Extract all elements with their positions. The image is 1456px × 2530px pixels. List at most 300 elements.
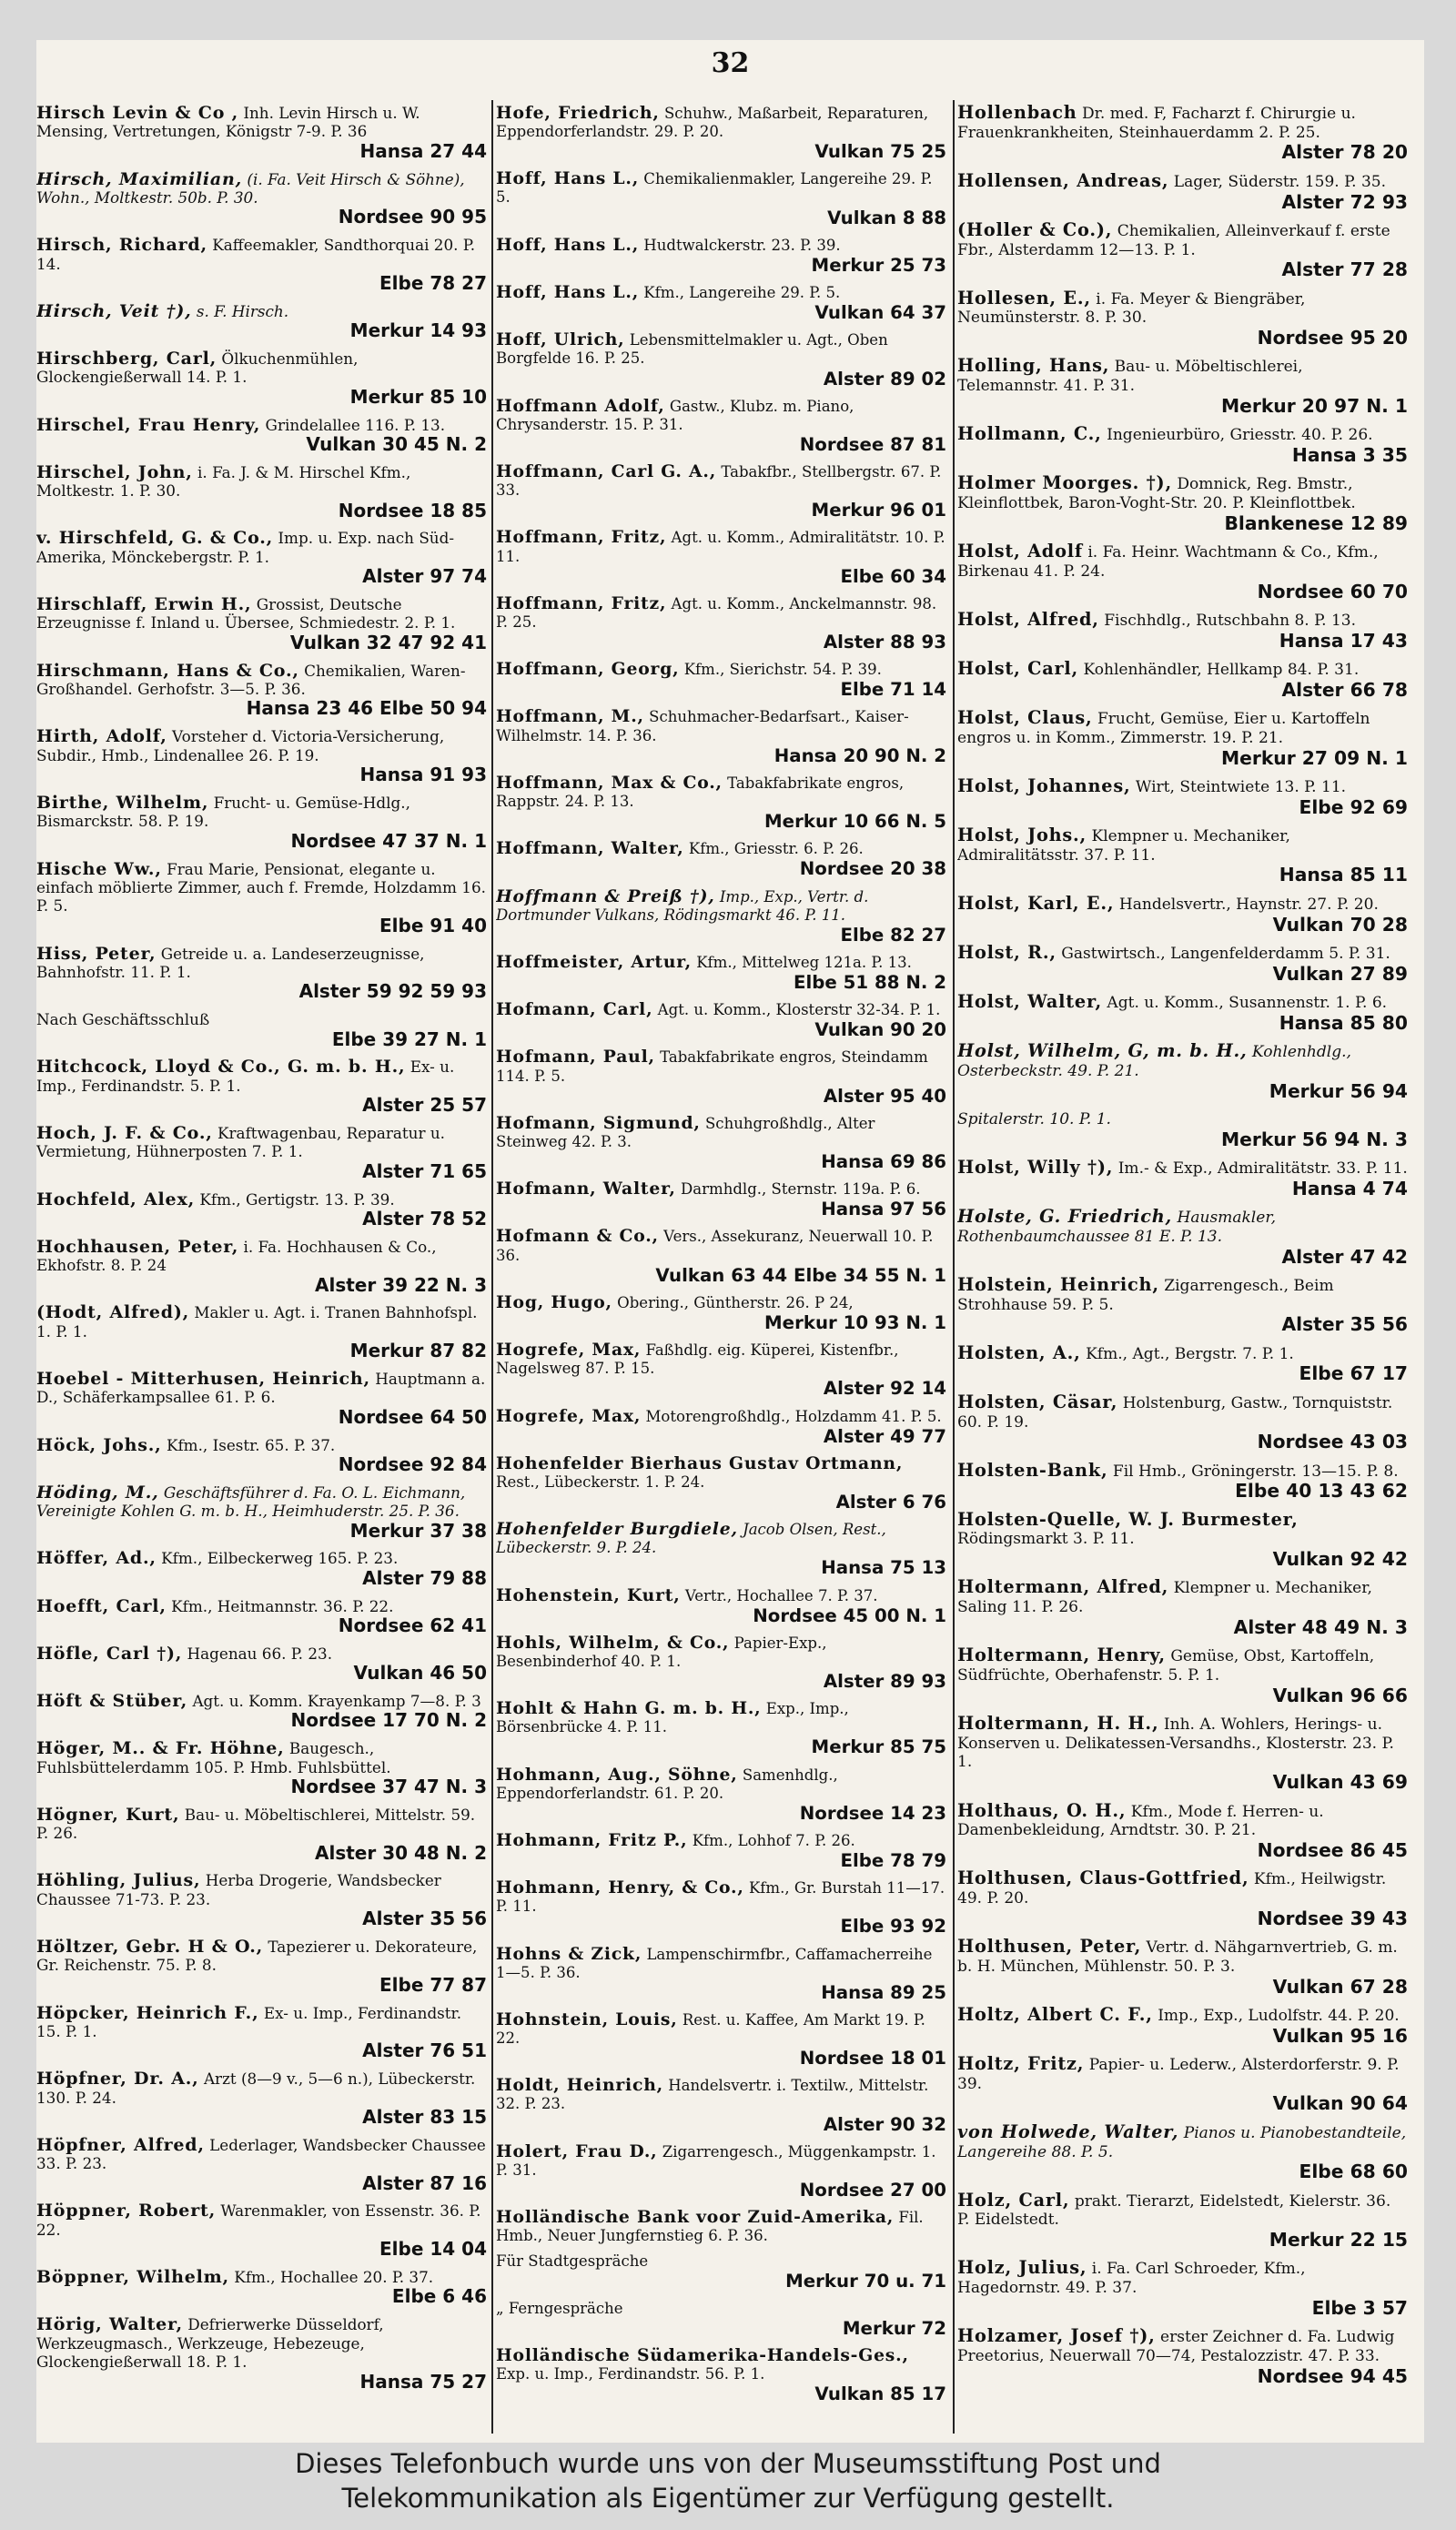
- entry-details: Kfm., Gertigstr. 13. P. 39.: [199, 1189, 395, 1209]
- entry-details: i. Fa. Carl Schroeder, Kfm., Hagedornstr. 49. P. 37.: [957, 2260, 1306, 2298]
- directory-entry: [36, 104, 487, 162]
- entry-name: Hirschel, Frau Henry,: [36, 414, 261, 435]
- entry-phone: Merkur 72: [842, 2317, 946, 2339]
- entry-phone: Vulkan 64 37: [814, 302, 946, 324]
- entry-name: Hirschlaff, Erwin H.,: [36, 594, 252, 615]
- entry-details: Fischhdlg., Rutschbahn 8. P. 13.: [1104, 611, 1357, 630]
- entry-name: Holz, Julius,: [957, 2257, 1087, 2279]
- entry-details: Getreide u. a. Landeserzeugnisse, Bahnhofstr. 11. P. 1.: [36, 944, 425, 981]
- entry-name: Hofmann, Walter,: [496, 1179, 676, 1199]
- entry-name: Hirsch Levin & Co ,: [36, 104, 239, 123]
- directory-entry: [957, 169, 1408, 213]
- entry-details: Warenmakler, von Essenstr. 36. P. 22.: [36, 2201, 481, 2239]
- entry-name: Höpcker, Heinrich F.,: [36, 2002, 259, 2023]
- entry-name: Holmer Moorges. †),: [957, 472, 1172, 494]
- directory-entry: [957, 608, 1408, 652]
- entry-details: Tabakfabrikate engros, Rappstr. 24. P. 13.: [496, 774, 905, 810]
- entry-phone: Hansa 75 13: [821, 1557, 946, 1579]
- directory-entry: [36, 1303, 487, 1361]
- entry-name: Holst, Walter,: [957, 991, 1102, 1013]
- entry-details: Vorsteher d. Victoria-Versicherung, Subdir., Hmb., Lindenallee 26. P. 19.: [36, 727, 445, 764]
- entry-details: Vers., Assekuranz, Neuerwall 10. P. 36.: [496, 1228, 934, 1264]
- entry-name: Holdt, Heinrich,: [496, 2075, 663, 2096]
- directory-entry: [957, 1715, 1408, 1794]
- entry-details: Agt. u. Komm., Anckelmannstr. 98. P. 25.: [496, 594, 937, 631]
- entry-name: Hofmann, Paul,: [496, 1047, 655, 1068]
- entry-name: Böppner, Wilhelm,: [36, 2267, 229, 2288]
- entry-name: Hoch, J. F. & Co.,: [36, 1122, 213, 1143]
- directory-entry: [496, 1766, 946, 1824]
- directory-entry: [496, 236, 946, 276]
- entry-phone: Merkur 56 94 N. 3: [1220, 1128, 1408, 1150]
- directory-entry: [496, 1047, 946, 1106]
- entry-name: Holste, G. Friedrich,: [957, 1206, 1173, 1228]
- entry-name: Hirsch, Maximilian,: [36, 168, 243, 189]
- entry-name: Hirsch, Veit †),: [36, 300, 192, 321]
- entry-phone: Alster 39 22 N. 3: [315, 1273, 487, 1296]
- directory-entry: [36, 1597, 487, 1637]
- entry-details: Kfm., Heilwigstr. 49. P. 20.: [957, 1870, 1387, 1908]
- directory-entry: [496, 283, 946, 323]
- entry-name: Hiss, Peter,: [36, 943, 157, 964]
- entry-name: Hirschmann, Hans & Co.,: [36, 660, 299, 681]
- entry-name: Hohenfelder Bierhaus Gustav Ortmann,: [496, 1452, 904, 1473]
- entry-details: Chemikalien, Alleinverkauf f. erste Fbr., Alsterdamm 12—13. P. 1.: [957, 221, 1390, 259]
- directory-entry: [36, 1190, 487, 1230]
- entry-details: Für Stadtgespräche: [496, 2252, 649, 2271]
- entry-phone: Alster 66 78: [1281, 678, 1408, 701]
- entry-details: Agt. u. Komm. Krayenkamp 7—8. P. 3: [192, 1692, 481, 1710]
- entry-phone: Elbe 6 46: [391, 2285, 487, 2308]
- entry-name: Hohmann, Aug., Söhne,: [496, 1764, 738, 1785]
- entry-details: Holstenburg, Gastw., Tornquiststr. 60. P. 19.: [957, 1393, 1393, 1432]
- entry-name: Hollmann, C.,: [957, 423, 1102, 445]
- entry-name: Hohns & Zick,: [496, 1943, 642, 1964]
- entry-name: Höffer, Ad.,: [36, 1548, 157, 1569]
- entry-details: Imp., Exp., Vertr. d. Dortmunder Vulkans, Rödingsmarkt 46. P. 11.: [496, 887, 869, 924]
- directory-entry: [496, 169, 946, 228]
- entry-phone: Elbe 93 92: [840, 1916, 946, 1938]
- entry-name: Hoffmann Adolf,: [496, 395, 665, 416]
- directory-entry: [957, 774, 1408, 818]
- entry-phone: Elbe 82 27: [840, 924, 946, 946]
- page-number: 32: [711, 47, 750, 79]
- entry-name: Holst, Adolf: [957, 541, 1083, 562]
- entry-phone: Elbe 39 27 N. 1: [331, 1027, 487, 1050]
- entry-phone: Merkur 85 75: [811, 1736, 946, 1758]
- directory-entry: [957, 2003, 1408, 2047]
- entry-name: Hofmann, Carl,: [496, 999, 653, 1020]
- directory-entry: [496, 2208, 946, 2245]
- entry-phone: Hansa 69 86: [821, 1151, 946, 1172]
- entry-name: Höpfner, Dr. A.,: [36, 2069, 199, 2090]
- entry-phone: Alster 71 65: [362, 1159, 487, 1182]
- entry-phone: Nordsee 37 47 N. 3: [290, 1776, 487, 1798]
- directory-entry: [36, 1938, 487, 1996]
- entry-phone: Nordsee 95 20: [1257, 327, 1408, 349]
- entry-details: Papier-Exp., Besenbinderhof 40. P. 1.: [496, 1634, 827, 1670]
- entry-phone: Nordsee 87 81: [799, 433, 946, 455]
- directory-entry: [496, 774, 946, 832]
- entry-phone: Nordsee 18 01: [799, 2048, 946, 2070]
- entry-name: Hohmann, Fritz P.,: [496, 1829, 688, 1850]
- entry-details: Schuhmacher-Bedarfsart., Kaiser-Wilhelmstr. 14. P. 36.: [496, 708, 909, 744]
- entry-phone: Vulkan 63 44 Elbe 34 55 N. 1: [655, 1264, 946, 1286]
- entry-name: Holst, Karl, E.,: [957, 892, 1115, 914]
- entry-name: Hitchcock, Lloyd & Co., G. m. b. H.,: [36, 1057, 406, 1078]
- entry-phone: Vulkan 95 16: [1272, 2024, 1408, 2047]
- entry-details: Kfm., Eilbeckerweg 165. P. 23.: [161, 1549, 399, 1568]
- entry-name: Holling, Hans,: [957, 355, 1110, 377]
- entry-name: Holtz, Albert C. F.,: [957, 2003, 1153, 2025]
- entry-phone: Hansa 85 11: [1279, 864, 1408, 886]
- entry-name: Holsten-Bank,: [957, 1459, 1108, 1481]
- directory-entry: [957, 425, 1408, 466]
- entry-name: Holländische Südamerika-Handels-Ges.,: [496, 2344, 909, 2365]
- entry-details: s. F. Hirsch.: [196, 301, 289, 320]
- entry-name: Hoffmeister, Artur,: [496, 951, 692, 972]
- entry-phone: Vulkan 30 45 N. 2: [306, 433, 487, 456]
- entry-details: Agt. u. Komm., Susannenstr. 1. P. 6.: [1107, 994, 1388, 1013]
- entry-details: Baugesch., Fuhlsbüttelerdamm 105. P. Hmb. Fuhlsbüttel.: [36, 1739, 391, 1776]
- directory-entry: [36, 416, 487, 456]
- entry-details: Motorengroßhdlg., Holzdamm 41. P. 5.: [645, 1407, 942, 1425]
- entry-name: Höpfner, Alfred,: [36, 2134, 205, 2155]
- entry-details: i. Fa. J. & M. Hirschel Kfm., Moltkestr. 1. P. 30.: [36, 462, 411, 501]
- entry-name: Hog, Hugo,: [496, 1291, 612, 1312]
- entry-name: Hoffmann, Carl G. A.,: [496, 461, 717, 482]
- directory-entry: [957, 474, 1408, 534]
- entry-details: Imp. u. Exp. nach Süd-Amerika, Mönckebergstr. P. 1.: [36, 529, 455, 566]
- entry-name: Hirsch, Richard,: [36, 235, 207, 256]
- entry-phone: Nordsee 45 00 N. 1: [753, 1604, 946, 1626]
- entry-phone: Alster 95 40: [823, 1085, 946, 1107]
- directory-entry: [496, 707, 946, 765]
- entry-name: Hochhausen, Peter,: [36, 1236, 239, 1257]
- entry-name: Hohnstein, Louis,: [496, 2009, 678, 2029]
- entry-phone: Alster 6 76: [835, 1491, 946, 1513]
- entry-name: Hörig, Walter,: [36, 2314, 183, 2335]
- entry-details: Pianos u. Pianobestandteile, Langereihe 88. P. 5.: [957, 2123, 1407, 2161]
- entry-name: Holst, Alfred,: [957, 608, 1099, 630]
- entry-details: Kraftwagenbau, Reparatur u. Vermietung, Hühnerposten 7. P. 1.: [36, 1123, 445, 1161]
- phonebook-page: [36, 40, 1424, 2443]
- entry-name: Hoffmann, Fritz,: [496, 527, 667, 548]
- directory-entry: [36, 349, 487, 408]
- directory-entry: [36, 727, 487, 785]
- entry-details: Gastw., Klubz. m. Piano, Chrysanderstr. 15. P. 31.: [496, 397, 854, 433]
- entry-details: Kfm., Heitmannstr. 36. P. 22.: [171, 1596, 394, 1615]
- entry-name: Holst, Johs.,: [957, 825, 1087, 846]
- entry-details: Kfm., Gr. Burstah 11—17. P. 11.: [496, 1879, 945, 1916]
- entry-phone: Hansa 17 43: [1279, 629, 1408, 652]
- directory-entry: [496, 1000, 946, 1040]
- entry-details: Kfm., Langereihe 29. P. 5.: [643, 284, 841, 302]
- entry-details: Kohlenhändler, Hellkamp 84. P. 31.: [1083, 661, 1360, 680]
- entry-details: Geschäftsführer d. Fa. O. L. Eichmann, Vereinigte Kohlen G. m. b. H., Heimhuderstr. 25. P. 36.: [36, 1483, 466, 1521]
- entry-details: Ingenieurbüro, Griesstr. 40. P. 26.: [1107, 426, 1373, 445]
- entry-details: Exp., Imp., Börsenbrücke 4. P. 11.: [496, 1700, 849, 1736]
- entry-name: Höhling, Julius,: [36, 1870, 201, 1891]
- entry-phone: Nordsee 90 95: [338, 206, 487, 228]
- entry-phone: Alster 35 56: [1281, 1313, 1408, 1336]
- entry-phone: Elbe 77 87: [379, 1973, 487, 1996]
- directory-entry: [496, 1586, 946, 1626]
- entry-details: Handelsvertr. i. Textilw., Mittelstr. 32. P. 23.: [496, 2077, 929, 2113]
- directory-entry: [36, 463, 487, 521]
- directory-entry: [36, 236, 487, 294]
- directory-entry: [496, 1114, 946, 1172]
- directory-entry: [496, 1407, 946, 1447]
- directory-entry: [36, 1549, 487, 1589]
- entry-details: Agt. u. Komm., Klosterstr 32-34. P. 1.: [657, 1001, 941, 1019]
- entry-details: Faßhdlg. eig. Küperei, Kistenfbr., Nagelsweg 87. P. 15.: [496, 1341, 899, 1378]
- entry-details: Kfm., Sierichstr. 54. P. 39.: [683, 661, 882, 679]
- column-3: [957, 104, 1408, 2434]
- entry-phone: Vulkan 8 88: [827, 207, 946, 228]
- entry-name: Holtermann, Henry,: [957, 1644, 1166, 1666]
- directory-entry: [36, 2268, 487, 2308]
- directory-entry: [957, 709, 1408, 769]
- entry-details: Klempner u. Mechaniker, Saling 11. P. 26.: [957, 1579, 1372, 1617]
- entry-details: Ölkuchenmühlen, Glockengießerwall 14. P. 1.: [36, 349, 359, 387]
- entry-name: Hoffmann, M.,: [496, 706, 644, 727]
- entry-name: Hoffmann, Walter,: [496, 838, 684, 859]
- entry-name: Holst, R.,: [957, 941, 1057, 963]
- directory-entry: [496, 1634, 946, 1692]
- entry-details: „ Ferngespräche: [496, 2299, 623, 2317]
- entry-phone: Merkur 10 93 N. 1: [764, 1311, 946, 1333]
- entry-phone: Nordsee 17 70 N. 2: [290, 1709, 487, 1732]
- entry-details: Fil Hmb., Gröningerstr. 13—15. P. 8.: [1112, 1462, 1399, 1481]
- entry-phone: Elbe 91 40: [379, 914, 487, 936]
- directory-entry: [496, 1945, 946, 2003]
- entry-name: Holstein, Heinrich,: [957, 1273, 1159, 1295]
- directory-entry: [496, 1227, 946, 1285]
- entry-details: erster Zeichner d. Fa. Ludwig Preetorius, Neuerwall 70—74, Pestalozzistr. 47. P. 33.: [957, 2328, 1395, 2365]
- entry-phone: Elbe 92 69: [1299, 795, 1408, 818]
- directory-entry: [957, 892, 1408, 936]
- entry-name: Hoffmann, Fritz,: [496, 592, 667, 613]
- directory-entry: [36, 794, 487, 852]
- entry-phone: Elbe 78 27: [379, 272, 487, 295]
- column-divider-2: [953, 100, 955, 2434]
- entry-phone: Vulkan 43 69: [1272, 1771, 1408, 1794]
- entry-details: Ex- u. Imp., Ferdinandstr. 5. P. 1.: [36, 1058, 455, 1095]
- entry-name: (Hodt, Alfred),: [36, 1302, 190, 1323]
- entry-details: Rest., Lübeckerstr. 1. P. 24.: [496, 1472, 705, 1491]
- directory-entry: [36, 1806, 487, 1864]
- entry-name: Hirth, Adolf,: [36, 726, 167, 747]
- entry-phone: Nordsee 92 84: [338, 1452, 487, 1475]
- entry-phone: Nordsee 14 23: [799, 1802, 946, 1824]
- entry-name: Hoffmann & Preiß †),: [496, 886, 715, 906]
- entry-details: Inh. Levin Hirsch u. W. Mensing, Vertretungen, Königstr 7-9. P. 36: [36, 104, 420, 141]
- entry-name: Holtz, Fritz,: [957, 2053, 1085, 2075]
- entry-details: Chemikalien, Waren-Großhandel. Gerhofstr. 3—5. P. 36.: [36, 661, 466, 699]
- column-divider-1: [491, 100, 493, 2434]
- directory-entry: [957, 357, 1408, 417]
- entry-phone: Hansa 4 74: [1291, 1177, 1408, 1199]
- directory-entry: [496, 2252, 946, 2292]
- directory-entry: [496, 1293, 946, 1333]
- directory-entry: [957, 1042, 1408, 1102]
- directory-entry: [36, 1739, 487, 1797]
- directory-entry: [36, 945, 487, 1003]
- entry-details: Zigarrengesch., Müggenkampstr. 1. P. 31.: [496, 2142, 936, 2179]
- directory-entry: [957, 1938, 1408, 1998]
- entry-name: Holthusen, Peter,: [957, 1936, 1142, 1958]
- entry-details: Wirt, Steintwiete 13. P. 11.: [1135, 777, 1347, 796]
- entry-phone: Vulkan 96 66: [1272, 1684, 1408, 1706]
- directory-entry: [496, 953, 946, 993]
- entry-phone: Vulkan 85 17: [814, 2383, 946, 2405]
- entry-phone: Nordsee 20 38: [799, 858, 946, 880]
- entry-details: Makler u. Agt. i. Tranen Bahnhofspl. 1. P. 1.: [36, 1303, 478, 1341]
- entry-name: Holthusen, Claus-Gottfried,: [957, 1867, 1249, 1889]
- entry-phone: Elbe 51 88 N. 2: [793, 971, 946, 993]
- entry-details: Kaffeemakler, Sandthorquai 20. P. 14.: [36, 236, 476, 273]
- entry-phone: Nordsee 43 03: [1257, 1431, 1408, 1453]
- entry-phone: Hansa 27 44: [359, 139, 487, 162]
- entry-details: Zigarrengesch., Beim Strohhause 59. P. 5.: [957, 1276, 1334, 1314]
- entry-name: Birthe, Wilhelm,: [36, 792, 209, 813]
- directory-entry: [36, 170, 487, 228]
- directory-entry: [957, 1341, 1408, 1385]
- footer-note: [0, 2446, 1456, 2515]
- entry-phone: Alster 90 32: [823, 2113, 946, 2135]
- directory-entry: [36, 1483, 487, 1542]
- directory-entry: [36, 595, 487, 653]
- directory-entry: [957, 1208, 1408, 1268]
- entry-phone: Vulkan 90 64: [1272, 2092, 1408, 2115]
- entry-phone: Hansa 23 46 Elbe 50 94: [246, 697, 487, 720]
- entry-details: Imp., Exp., Ludolfstr. 44. P. 20.: [1158, 2006, 1400, 2025]
- directory-entry: [36, 1644, 487, 1685]
- directory-entry: [36, 1692, 487, 1732]
- entry-details: Darmhdlg., Sternstr. 119a. P. 6.: [681, 1180, 921, 1199]
- entry-details: Kfm., Griesstr. 6. P. 26.: [688, 840, 864, 858]
- entry-phone: Merkur 87 82: [349, 1340, 487, 1362]
- entry-phone: Nordsee 94 45: [1257, 2364, 1408, 2387]
- directory-entry: [957, 289, 1408, 349]
- entry-name: Hoff, Ulrich,: [496, 329, 625, 350]
- entry-phone: Alster 79 88: [362, 1566, 487, 1589]
- entry-details: Nach Geschäftsschluß: [36, 1010, 210, 1029]
- entry-name: Höfle, Carl †),: [36, 1643, 183, 1664]
- entry-details: Kfm., Mode f. Herren- u. Damenbekleidung, Arndtstr. 30. P. 21.: [957, 1802, 1324, 1840]
- directory-entry: [957, 941, 1408, 985]
- entry-name: Höft & Stüber,: [36, 1691, 188, 1711]
- column-2: [496, 104, 946, 2434]
- entry-name: Holst, Carl,: [957, 658, 1079, 680]
- entry-phone: Alster 88 93: [823, 632, 946, 653]
- entry-details: Hausmakler, Rothenbaumchaussee 81 E. P. 13.: [957, 1209, 1277, 1246]
- directory-entry: [496, 1831, 946, 1871]
- entry-phone: Merkur 22 15: [1269, 2229, 1408, 2252]
- directory-entry: [496, 1179, 946, 1219]
- entry-details: Frau Marie, Pensionat, elegante u. einfach möblierte Zimmer, auch f. Fremde, Holzdamm 16. P. 5.: [36, 859, 486, 916]
- entry-details: Frucht, Gemüse, Eier u. Kartoffeln engros u. in Komm., Zimmerstr. 19. P. 21.: [957, 710, 1370, 747]
- entry-phone: Hansa 89 25: [821, 1981, 946, 2003]
- entry-details: Rest. u. Kaffee, Am Markt 19. P. 22.: [496, 2010, 925, 2048]
- entry-phone: Elbe 60 34: [840, 565, 946, 587]
- entry-name: Hirschel, John,: [36, 461, 193, 482]
- column-1: [36, 104, 487, 2434]
- directory-entry: [36, 302, 487, 342]
- directory-entry: [36, 529, 487, 587]
- entry-details: Kfm., Hochallee 20. P. 37.: [234, 2268, 434, 2287]
- directory-entry: [957, 1393, 1408, 1453]
- entry-name: Hoebel - Mitterhusen, Heinrich,: [36, 1368, 370, 1389]
- entry-phone: Elbe 78 79: [840, 1850, 946, 1872]
- entry-details: Frucht- u. Gemüse-Hdlg., Bismarckstr. 58. P. 19.: [36, 793, 410, 831]
- entry-name: Holz, Carl,: [957, 2189, 1070, 2211]
- entry-details: Kohlenhdlg., Osterbeckstr. 49. P. 21.: [957, 1043, 1351, 1080]
- entry-phone: Vulkan 32 47 92 41: [289, 631, 487, 653]
- entry-name: Hogrefe, Max,: [496, 1405, 642, 1426]
- entry-phone: Vulkan 46 50: [353, 1662, 487, 1685]
- entry-phone: Alster 77 28: [1281, 258, 1408, 281]
- entry-details: Hagenau 66. P. 23.: [187, 1644, 333, 1663]
- directory-entry: [957, 993, 1408, 1034]
- entry-details: Exp. u. Imp., Ferdinandstr. 56. P. 1.: [496, 2365, 765, 2383]
- directory-entry: [496, 1878, 946, 1937]
- directory-entry: [957, 2191, 1408, 2252]
- entry-details: Kfm., Isestr. 65. P. 37.: [166, 1435, 336, 1454]
- entry-details: Obering., Güntherstr. 26. P 24,: [617, 1293, 854, 1311]
- entry-name: Hohlt & Hahn G. m. b. H.,: [496, 1698, 762, 1719]
- directory-entry: [496, 2010, 946, 2069]
- directory-entry: [36, 1370, 487, 1428]
- entry-details: Grossist, Deutsche Erzeugnisse f. Inland u. Übersee, Schmiedestr. 2. P. 1.: [36, 595, 456, 632]
- entry-phone: Merkur 70 u. 71: [785, 2271, 946, 2292]
- entry-phone: Merkur 85 10: [349, 385, 487, 408]
- entry-details: Klempner u. Mechaniker, Admiralitätsstr. 37. P. 11.: [957, 827, 1290, 865]
- directory-entry: [36, 1058, 487, 1116]
- entry-phone: Alster 89 93: [823, 1671, 946, 1692]
- entry-phone: Alster 25 57: [362, 1094, 487, 1117]
- entry-details: Tapezierer u. Dekorateure, Gr. Reichenstr. 75. P. 8.: [36, 1938, 478, 1975]
- directory-entry: [36, 1871, 487, 1929]
- entry-name: Holthaus, O. H.,: [957, 1799, 1127, 1821]
- directory-entry: [957, 218, 1408, 281]
- directory-entry: [957, 2327, 1408, 2387]
- entry-phone: Blankenese 12 89: [1224, 511, 1408, 534]
- entry-phone: Elbe 67 17: [1299, 1362, 1408, 1385]
- directory-entry: [957, 104, 1408, 164]
- directory-entry: [496, 104, 946, 162]
- entry-phone: Merkur 14 93: [349, 319, 487, 342]
- entry-name: Holsten, Cäsar,: [957, 1391, 1118, 1412]
- entry-name: Hoffmann, Georg,: [496, 659, 680, 680]
- directory-entry: [957, 1459, 1408, 1503]
- entry-details: Lager, Süderstr. 159. P. 35.: [1173, 172, 1387, 191]
- directory-entry: [957, 1159, 1408, 1199]
- entry-phone: Merkur 25 73: [811, 254, 946, 276]
- entry-phone: Nordsee 18 85: [338, 499, 487, 521]
- entry-phone: Alster 59 92 59 93: [298, 980, 487, 1003]
- directory-entry: [36, 662, 487, 720]
- directory-entry: [36, 1124, 487, 1182]
- entry-details: i. Fa. Hochhausen & Co., Ekhofstr. 8. P. 24: [36, 1237, 437, 1275]
- directory-entry: [496, 397, 946, 455]
- entry-name: Holst, Claus,: [957, 707, 1093, 729]
- directory-entry: [957, 2259, 1408, 2319]
- entry-phone: Alster 47 42: [1281, 1245, 1408, 1268]
- entry-name: Hogrefe, Max,: [496, 1340, 642, 1361]
- entry-phone: Nordsee 62 41: [338, 1614, 487, 1636]
